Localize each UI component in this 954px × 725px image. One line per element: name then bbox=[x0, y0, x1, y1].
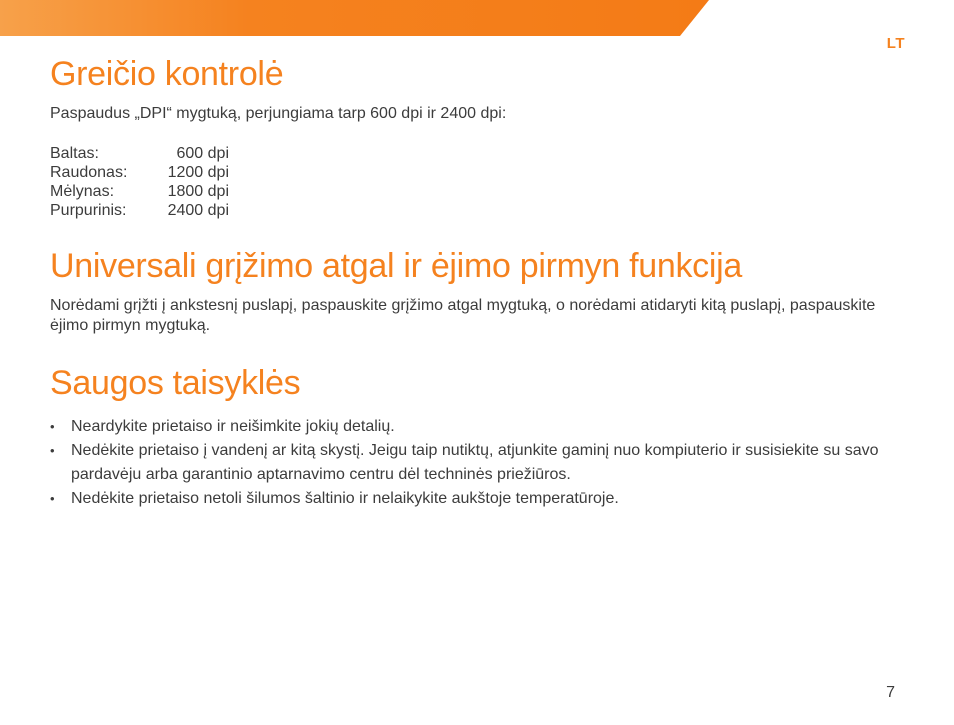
safety-item-text: Nedėkite prietaiso netoli šilumos šaltinio ir nelaikykite aukštoje temperatūroje. bbox=[71, 490, 619, 507]
dpi-table bbox=[50, 144, 229, 220]
dpi-value: 2400 dpi bbox=[167, 202, 229, 219]
dpi-row bbox=[50, 182, 229, 201]
navigation-body-text: Norėdami grįžti į ankstesnį puslapį, paspauskite grįžimo atgal mygtuką, o norėdami atidaryti kitą puslapį, paspauskite ėjimo pirmyn mygtuką. bbox=[50, 297, 876, 334]
dpi-row bbox=[50, 163, 229, 182]
language-tag: LT bbox=[886, 35, 905, 52]
speed-control-section bbox=[50, 54, 900, 220]
dpi-row bbox=[50, 201, 229, 220]
safety-list-item bbox=[50, 415, 900, 439]
dpi-value: 600 dpi bbox=[176, 145, 229, 162]
dpi-color-label: Mėlynas: bbox=[50, 183, 115, 200]
safety-item-text: Nedėkite prietaiso į vandenį ar kitą skystį. Jeigu taip nutiktų, atjunkite gaminį nuo kompiuterio ir susisiekite su savo pardavėju arba garantinio aptarnavimo centru dėl techninės priežiūros. bbox=[71, 442, 879, 483]
dpi-color-label: Baltas: bbox=[50, 145, 99, 162]
dpi-color-label: Raudonas: bbox=[50, 164, 128, 181]
dpi-row bbox=[50, 144, 229, 163]
dpi-value: 1200 dpi bbox=[167, 164, 229, 181]
safety-list-item bbox=[50, 439, 900, 487]
safety-section bbox=[50, 363, 900, 511]
safety-heading: Saugos taisyklės bbox=[50, 364, 301, 402]
navigation-section bbox=[50, 246, 900, 336]
speed-control-heading: Greičio kontrolė bbox=[50, 55, 284, 93]
dpi-intro-text: Paspaudus „DPI“ mygtuką, perjungiama tarp 600 dpi ir 2400 dpi: bbox=[50, 105, 507, 122]
dpi-value: 1800 dpi bbox=[167, 183, 229, 200]
bullet-icon: • bbox=[50, 419, 55, 434]
safety-item-text: Neardykite prietaiso ir neišimkite jokių detalių. bbox=[71, 418, 395, 435]
navigation-heading: Universali grįžimo atgal ir ėjimo pirmyn funkcija bbox=[50, 247, 742, 285]
page-content bbox=[50, 54, 900, 511]
safety-list-item bbox=[50, 487, 900, 511]
bullet-icon: • bbox=[50, 443, 55, 458]
safety-list bbox=[50, 415, 900, 511]
bullet-icon: • bbox=[50, 491, 55, 506]
page-number: 7 bbox=[886, 684, 895, 701]
header-accent-bar bbox=[0, 0, 954, 36]
dpi-color-label: Purpurinis: bbox=[50, 202, 127, 219]
